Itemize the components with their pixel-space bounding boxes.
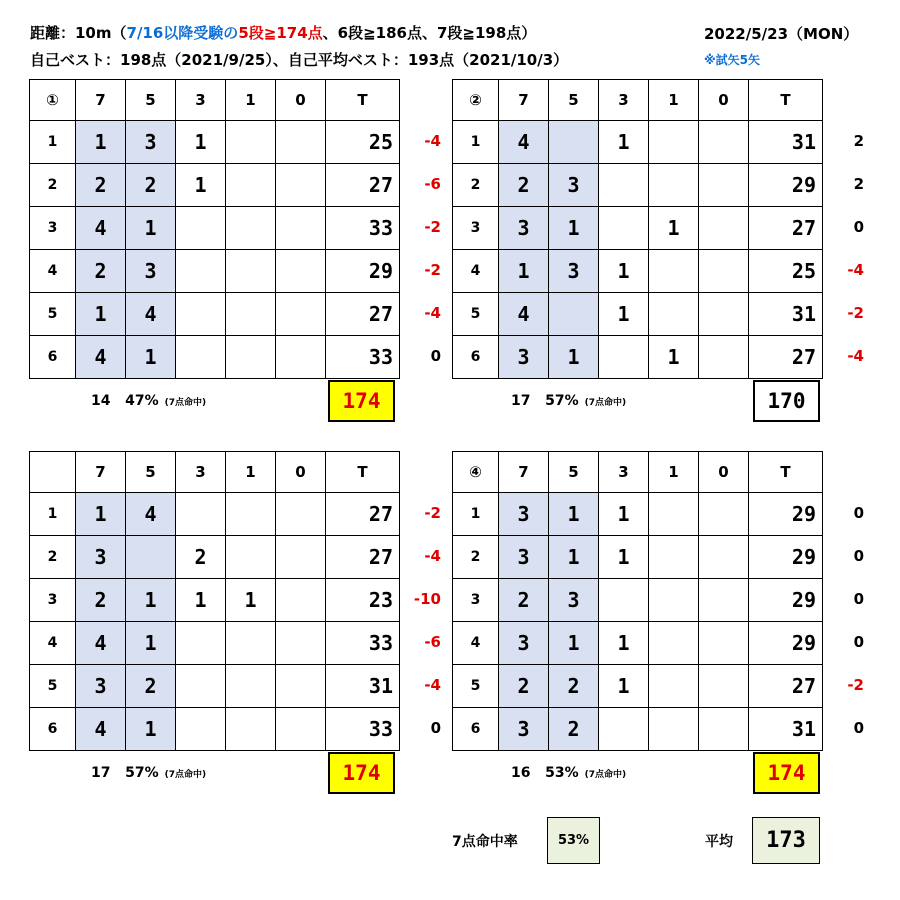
score-panel-1 [29, 79, 400, 379]
score-panel-2 [452, 79, 823, 379]
hit-rate-label: 7点命中率 [452, 834, 518, 850]
count-3pt [176, 250, 226, 293]
count-1pt [649, 665, 699, 708]
table-row [30, 622, 400, 665]
end-number: 2 [453, 536, 499, 579]
count-3pt [176, 293, 226, 336]
table-row [30, 665, 400, 708]
end-number: 1 [30, 121, 76, 164]
count-7pt: 2 [499, 164, 549, 207]
table-row [30, 207, 400, 250]
count-1pt [226, 708, 276, 751]
table-row [30, 579, 400, 622]
score-panel-4 [452, 451, 823, 751]
score-diff: -2 [424, 261, 441, 279]
end-total: 27 [749, 665, 823, 708]
count-1pt [649, 250, 699, 293]
end-number: 3 [30, 579, 76, 622]
end-total: 31 [749, 708, 823, 751]
hit-rate: 47% [125, 393, 159, 409]
score-diff: -4 [847, 347, 864, 365]
count-5pt: 1 [549, 336, 599, 379]
score-diff: -4 [424, 547, 441, 565]
count-7pt: 1 [76, 493, 126, 536]
table-header-row [453, 80, 823, 121]
count-1pt [226, 164, 276, 207]
end-number: 3 [453, 207, 499, 250]
table-row [453, 336, 823, 379]
count-0pt [699, 164, 749, 207]
hit-stats [511, 765, 626, 781]
column-header: 1 [649, 80, 699, 121]
average-value: 173 [752, 817, 820, 864]
hit-count: 17 [91, 765, 111, 781]
hit-count: 17 [511, 393, 531, 409]
score-diff: 0 [430, 347, 441, 365]
count-5pt: 1 [549, 493, 599, 536]
count-5pt: 2 [126, 665, 176, 708]
hit-rate: 57% [125, 765, 159, 781]
column-header: T [749, 452, 823, 493]
table-row [453, 536, 823, 579]
round-total: 170 [753, 380, 820, 422]
column-header: 3 [599, 452, 649, 493]
column-header: T [749, 80, 823, 121]
count-7pt: 2 [76, 579, 126, 622]
end-number: 3 [30, 207, 76, 250]
score-diff: -4 [424, 676, 441, 694]
count-1pt [226, 665, 276, 708]
count-0pt [699, 622, 749, 665]
round-label [30, 452, 76, 493]
count-5pt: 2 [126, 164, 176, 207]
score-diff: -10 [413, 590, 441, 608]
score-diff: 0 [853, 504, 864, 522]
end-total: 31 [326, 665, 400, 708]
end-number: 5 [453, 665, 499, 708]
count-7pt: 3 [499, 493, 549, 536]
table-row [453, 665, 823, 708]
count-3pt [599, 164, 649, 207]
count-1pt [649, 164, 699, 207]
end-number: 2 [30, 536, 76, 579]
score-diff: -4 [424, 132, 441, 150]
end-total: 25 [749, 250, 823, 293]
score-diff: 0 [853, 590, 864, 608]
end-number: 5 [453, 293, 499, 336]
hit-stats [91, 765, 206, 781]
count-5pt: 1 [549, 207, 599, 250]
count-5pt: 1 [126, 579, 176, 622]
end-total: 27 [326, 164, 400, 207]
count-3pt: 1 [599, 293, 649, 336]
end-total: 33 [326, 622, 400, 665]
average-label: 平均 [705, 834, 733, 850]
count-0pt [699, 121, 749, 164]
round-total: 174 [328, 752, 395, 794]
count-1pt [649, 121, 699, 164]
hit-stats [511, 393, 626, 409]
score-table [29, 451, 400, 751]
count-5pt: 3 [126, 121, 176, 164]
count-5pt: 1 [126, 622, 176, 665]
table-row [453, 493, 823, 536]
score-panel-3 [29, 451, 400, 751]
score-diff: -6 [424, 633, 441, 651]
hit-count: 14 [91, 393, 111, 409]
count-3pt: 1 [599, 493, 649, 536]
table-row [30, 164, 400, 207]
count-7pt: 4 [76, 622, 126, 665]
column-header: 7 [76, 452, 126, 493]
header-line-1 [30, 22, 536, 43]
count-1pt [226, 207, 276, 250]
column-header: 5 [126, 452, 176, 493]
end-total: 25 [326, 121, 400, 164]
table-row [453, 121, 823, 164]
table-row [30, 121, 400, 164]
count-1pt: 1 [226, 579, 276, 622]
table-row [30, 708, 400, 751]
count-3pt: 1 [599, 121, 649, 164]
end-number: 1 [453, 493, 499, 536]
count-3pt: 1 [599, 536, 649, 579]
table-row [453, 293, 823, 336]
column-header: 0 [699, 80, 749, 121]
count-5pt: 3 [126, 250, 176, 293]
score-diff: -2 [847, 304, 864, 322]
count-7pt: 4 [499, 121, 549, 164]
count-0pt [699, 708, 749, 751]
column-header: 1 [226, 452, 276, 493]
column-header: 0 [276, 452, 326, 493]
count-3pt [176, 207, 226, 250]
score-diff: 0 [853, 719, 864, 737]
end-total: 29 [749, 579, 823, 622]
count-5pt: 3 [549, 164, 599, 207]
count-1pt [649, 493, 699, 536]
end-number: 2 [30, 164, 76, 207]
count-3pt [599, 579, 649, 622]
hit-rate: 53% [545, 765, 579, 781]
count-1pt [226, 536, 276, 579]
count-7pt: 1 [76, 293, 126, 336]
count-1pt [226, 250, 276, 293]
count-1pt [649, 293, 699, 336]
table-header-row [30, 452, 400, 493]
count-1pt [649, 536, 699, 579]
end-number: 4 [30, 250, 76, 293]
count-5pt: 1 [549, 622, 599, 665]
score-diff: 2 [853, 175, 864, 193]
count-1pt [226, 493, 276, 536]
count-7pt: 2 [76, 164, 126, 207]
count-0pt [276, 622, 326, 665]
end-total: 29 [749, 622, 823, 665]
header-distance: 距離：10m（ [30, 24, 127, 42]
count-0pt [276, 579, 326, 622]
round-total: 174 [328, 380, 395, 422]
count-3pt [176, 665, 226, 708]
count-7pt: 3 [499, 536, 549, 579]
hit-rate-caption: (7点命中) [584, 398, 627, 408]
hit-count: 16 [511, 765, 531, 781]
count-1pt [226, 336, 276, 379]
count-1pt [649, 579, 699, 622]
count-0pt [276, 293, 326, 336]
round-label: ④ [453, 452, 499, 493]
count-5pt [549, 121, 599, 164]
end-number: 3 [453, 579, 499, 622]
column-header: 7 [499, 80, 549, 121]
score-diff: 0 [430, 719, 441, 737]
score-diff: -6 [424, 175, 441, 193]
count-0pt [276, 665, 326, 708]
column-header: 5 [126, 80, 176, 121]
count-0pt [699, 250, 749, 293]
hit-rate-caption: (7点命中) [164, 398, 207, 408]
count-1pt: 1 [649, 207, 699, 250]
round-total: 174 [753, 752, 820, 794]
table-row [453, 622, 823, 665]
count-5pt: 4 [126, 293, 176, 336]
score-table [452, 79, 823, 379]
score-diff: -4 [424, 304, 441, 322]
end-total: 27 [326, 493, 400, 536]
column-header: T [326, 80, 400, 121]
count-7pt: 3 [499, 336, 549, 379]
count-3pt: 1 [599, 665, 649, 708]
count-5pt [126, 536, 176, 579]
table-row [30, 493, 400, 536]
count-3pt: 1 [176, 579, 226, 622]
count-0pt [699, 579, 749, 622]
count-5pt: 4 [126, 493, 176, 536]
end-number: 1 [453, 121, 499, 164]
count-7pt: 3 [499, 708, 549, 751]
count-3pt [599, 207, 649, 250]
count-5pt: 1 [126, 708, 176, 751]
count-0pt [276, 250, 326, 293]
count-7pt: 1 [76, 121, 126, 164]
score-diff: -2 [424, 504, 441, 522]
column-header: 0 [276, 80, 326, 121]
date-label: 2022/5/23（MON） [704, 25, 859, 43]
count-5pt: 3 [549, 250, 599, 293]
count-1pt [649, 622, 699, 665]
count-3pt [599, 336, 649, 379]
end-number: 2 [453, 164, 499, 207]
round-label: ① [30, 80, 76, 121]
end-number: 4 [453, 250, 499, 293]
count-5pt: 2 [549, 708, 599, 751]
count-1pt [226, 121, 276, 164]
end-total: 27 [326, 293, 400, 336]
end-total: 29 [749, 536, 823, 579]
column-header: 1 [649, 452, 699, 493]
count-3pt [176, 622, 226, 665]
count-3pt: 1 [176, 121, 226, 164]
score-diff: 0 [853, 218, 864, 236]
table-row [30, 250, 400, 293]
end-number: 6 [453, 708, 499, 751]
count-7pt: 1 [499, 250, 549, 293]
count-5pt [549, 293, 599, 336]
end-number: 5 [30, 293, 76, 336]
end-number: 6 [30, 336, 76, 379]
count-7pt: 4 [76, 708, 126, 751]
score-table [452, 451, 823, 751]
score-diff: 2 [853, 132, 864, 150]
table-row [453, 250, 823, 293]
count-0pt [276, 207, 326, 250]
trial-arrows-note: ※試矢5矢 [704, 53, 761, 67]
count-7pt: 4 [76, 336, 126, 379]
column-header: 3 [599, 80, 649, 121]
hit-rate: 57% [545, 393, 579, 409]
count-7pt: 3 [499, 207, 549, 250]
score-diff: -4 [847, 261, 864, 279]
end-total: 33 [326, 207, 400, 250]
hit-rate-value: 53% [547, 817, 600, 864]
end-total: 29 [749, 164, 823, 207]
end-total: 29 [326, 250, 400, 293]
count-5pt: 1 [549, 536, 599, 579]
end-total: 27 [749, 336, 823, 379]
count-3pt [176, 493, 226, 536]
column-header: 7 [76, 80, 126, 121]
count-7pt: 3 [76, 665, 126, 708]
count-1pt [226, 293, 276, 336]
count-7pt: 3 [76, 536, 126, 579]
end-number: 6 [453, 336, 499, 379]
count-3pt: 1 [599, 622, 649, 665]
count-0pt [699, 207, 749, 250]
end-total: 23 [326, 579, 400, 622]
table-row [30, 536, 400, 579]
count-7pt: 4 [76, 207, 126, 250]
header-line-2: 自己ベスト：198点（2021/9/25）、自己平均ベスト：193点（2021/10/3） [30, 51, 569, 69]
end-number: 1 [30, 493, 76, 536]
score-diff: -2 [847, 676, 864, 694]
round-label: ② [453, 80, 499, 121]
count-0pt [276, 708, 326, 751]
table-row [453, 164, 823, 207]
count-5pt: 1 [126, 336, 176, 379]
table-row [30, 293, 400, 336]
column-header: 1 [226, 80, 276, 121]
count-7pt: 2 [499, 665, 549, 708]
count-5pt: 2 [549, 665, 599, 708]
count-0pt [699, 536, 749, 579]
column-header: 5 [549, 80, 599, 121]
end-number: 5 [30, 665, 76, 708]
count-3pt: 2 [176, 536, 226, 579]
count-3pt [176, 708, 226, 751]
score-diff: 0 [853, 633, 864, 651]
count-5pt: 1 [126, 207, 176, 250]
end-number: 6 [30, 708, 76, 751]
score-diff: 0 [853, 547, 864, 565]
score-table [29, 79, 400, 379]
count-7pt: 2 [76, 250, 126, 293]
count-0pt [276, 336, 326, 379]
count-0pt [699, 665, 749, 708]
end-total: 27 [326, 536, 400, 579]
count-1pt: 1 [649, 336, 699, 379]
column-header: 7 [499, 452, 549, 493]
count-1pt [649, 708, 699, 751]
header-other-thresholds: 、6段≧186点、7段≧198点） [322, 24, 537, 42]
hit-rate-caption: (7点命中) [164, 770, 207, 780]
table-row [453, 708, 823, 751]
count-1pt [226, 622, 276, 665]
hit-stats [91, 393, 206, 409]
end-total: 33 [326, 336, 400, 379]
count-7pt: 3 [499, 622, 549, 665]
table-row [453, 207, 823, 250]
end-number: 4 [30, 622, 76, 665]
end-total: 33 [326, 708, 400, 751]
end-number: 4 [453, 622, 499, 665]
table-header-row [30, 80, 400, 121]
count-0pt [699, 336, 749, 379]
header-5dan-threshold: 5段≧174点 [238, 24, 323, 42]
column-header: T [326, 452, 400, 493]
count-0pt [699, 493, 749, 536]
end-total: 31 [749, 121, 823, 164]
table-row [453, 579, 823, 622]
count-0pt [276, 493, 326, 536]
count-3pt [176, 336, 226, 379]
count-7pt: 4 [499, 293, 549, 336]
end-total: 27 [749, 207, 823, 250]
end-total: 31 [749, 293, 823, 336]
count-3pt: 1 [599, 250, 649, 293]
score-diff: -2 [424, 218, 441, 236]
count-5pt: 3 [549, 579, 599, 622]
count-0pt [276, 164, 326, 207]
end-total: 29 [749, 493, 823, 536]
count-7pt: 2 [499, 579, 549, 622]
count-0pt [276, 536, 326, 579]
header-exam-date: 7/16以降受験の [126, 24, 239, 42]
count-0pt [276, 121, 326, 164]
column-header: 5 [549, 452, 599, 493]
column-header: 3 [176, 452, 226, 493]
column-header: 0 [699, 452, 749, 493]
table-header-row [453, 452, 823, 493]
table-row [30, 336, 400, 379]
hit-rate-caption: (7点命中) [584, 770, 627, 780]
column-header: 3 [176, 80, 226, 121]
count-0pt [699, 293, 749, 336]
count-3pt: 1 [176, 164, 226, 207]
count-3pt [599, 708, 649, 751]
